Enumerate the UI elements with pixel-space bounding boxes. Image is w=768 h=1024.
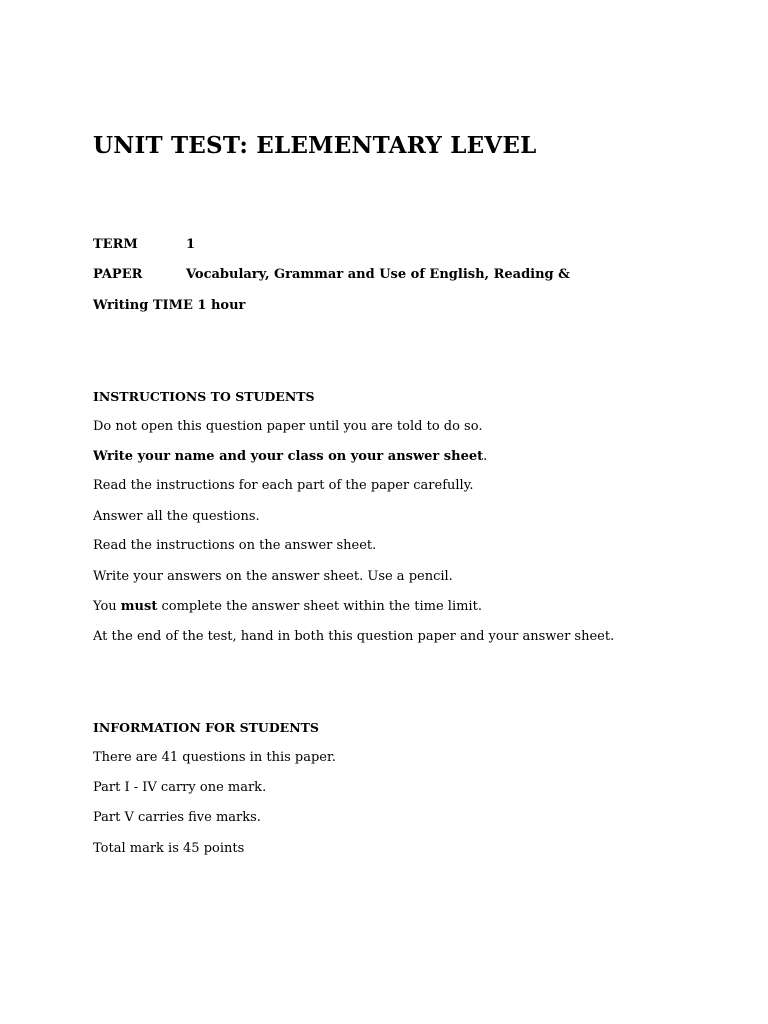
- information-line-1: There are 41 questions in this paper.: [93, 750, 336, 765]
- paper-row: [93, 266, 570, 284]
- time-value: 1 hour: [197, 298, 246, 313]
- instruction-line-3: Read the instructions for each part of the paper carefully.: [93, 478, 474, 493]
- information-line-3: Part V carries five marks.: [93, 810, 261, 825]
- page-title: UNIT TEST: ELEMENTARY LEVEL: [93, 132, 537, 159]
- instruction-line-2-end: .: [483, 449, 488, 464]
- instruction-line-1: Do not open this question paper until you are told to do so.: [93, 419, 483, 434]
- instruction-line-2: [93, 448, 487, 466]
- instruction-line-7: [93, 598, 482, 616]
- writing-time-label: Writing TIME: [93, 298, 193, 313]
- instruction-line-7-end: complete the answer sheet within the time limit.: [157, 599, 482, 614]
- instruction-line-7-bold: must: [120, 599, 158, 614]
- instruction-line-6: Write your answers on the answer sheet. Use a pencil.: [93, 569, 453, 584]
- information-line-2: Part I - IV carry one mark.: [93, 780, 267, 795]
- instruction-line-5: Read the instructions on the answer sheet.: [93, 538, 377, 553]
- term-label: TERM: [93, 237, 138, 252]
- instruction-line-2-bold: Write your name and your class on your answer sheet: [93, 449, 484, 464]
- paper-value: Vocabulary, Grammar and Use of English, Reading &: [186, 267, 570, 282]
- instruction-line-7-start: You: [93, 599, 121, 614]
- instruction-line-8: At the end of the test, hand in both this question paper and your answer sheet.: [93, 629, 615, 644]
- information-heading: INFORMATION FOR STUDENTS: [93, 720, 319, 735]
- instructions-heading: INSTRUCTIONS TO STUDENTS: [93, 389, 315, 404]
- time-row: [93, 297, 245, 315]
- term-value: 1: [186, 237, 196, 252]
- instruction-line-4: Answer all the questions.: [93, 509, 260, 524]
- information-line-4: Total mark is 45 points: [93, 841, 245, 856]
- term-row: [93, 236, 195, 254]
- paper-label: PAPER: [93, 267, 143, 282]
